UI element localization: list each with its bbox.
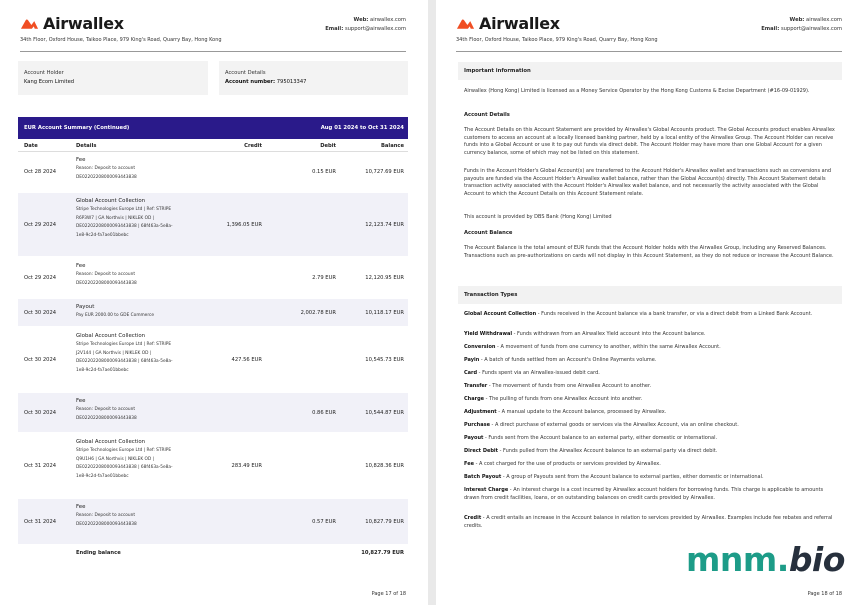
row-date: Oct 30 2024 [24,410,57,416]
table-row [18,258,408,297]
row-details [76,262,137,288]
row-balance: 10,544.87 EUR [365,410,404,416]
account-balance-paragraph: The Account Balance is the total amount of EUR funds that the Account Holder holds with the Airwallex Group, including any Reserved Balances. Transactions such as pre-authorizations on cards will not display in this Account Statement, as they do not reduce or increase the Account Balance. [464,245,834,259]
row-date: Oct 30 2024 [24,310,57,316]
row-type: Fee [76,398,86,404]
account-holder-box [18,61,208,95]
transaction-type-description: - A movement of funds from one currency to another, within the same Airwallex Account. [495,344,721,350]
header-divider [456,51,842,52]
watermark-part-1: mnm. [686,540,789,579]
transaction-type-item [464,331,840,339]
transaction-type-name: Global Account Collection [464,311,537,317]
row-details [76,197,173,240]
transaction-type-item [464,448,840,456]
transaction-type-item [464,396,840,404]
row-detail-line: DE02202208000093443838 | 68f463a-5e8a- [76,359,173,364]
row-credit: 427.56 EUR [231,357,262,363]
transaction-type-name: Payout [464,435,484,441]
row-details [76,303,154,321]
transaction-type-description: - The movement of funds from one Airwallex Account to another. [487,383,652,389]
col-details: Details [76,143,97,149]
transaction-type-description: - An interest charge is a cost incurred by Airwallex account holders for borrowing funds. This charge is applicable to amounts drawn from credit facilities, loans, or on outstanding balances on credit cards provided by Airwallex. [464,487,824,501]
row-type: Global Account Collection [76,198,146,204]
row-balance: 12,123.74 EUR [365,222,404,228]
transaction-type-item [464,435,840,443]
ending-balance-row [18,546,408,562]
row-date: Oct 29 2024 [24,222,57,228]
transaction-type-description: - A cost charged for the use of products or services provided by Airwallex. [474,461,661,467]
row-detail-line: DE02202208000093443838 | 68f463a-5e8a- [76,224,173,229]
table-row [18,499,408,544]
row-type: Fee [76,263,86,269]
row-detail-line: Q9U1H6 | GA Northvis | NIKLEK OD | [76,456,155,462]
transaction-type-description: - Funds received in the Account balance via a bank transfer, or via a direct debit from a Linked Bank Account. [536,311,813,317]
web-label: Web: [353,17,369,23]
transaction-type-item [464,515,840,530]
transaction-type-name: Fee [464,461,474,467]
account-details-paragraph-2: Funds in the Account Holder's Global Account(s) are transferred to the Account Holder's Airwallex wallet and transactions such as conversions and payouts are funded via the Account Holder's Airwallex wallet balance, rather than the Global Account(s) directly. This Account Statement details transaction activity associated with the Account Holder's Airwallex wallet balance, and not necessarily the activity associated with the Global Account to which the Account Details on this Account Statement relate. [464,168,832,197]
table-row [18,328,408,391]
row-detail-line: Reason: Deposit to account [76,166,136,171]
row-detail-line: Reason: Deposit to account [76,407,136,412]
header-divider [20,51,406,52]
page-footer: Page 17 of 18 [371,591,406,597]
transaction-type-name: Purchase [464,422,490,428]
airwallex-logo-icon [456,17,475,31]
email-value: support@airwallex.com [780,26,842,32]
row-details [76,503,137,529]
col-credit: Credit [244,143,262,149]
transaction-type-name: Card [464,370,478,376]
important-info-heading: Important information [458,62,842,80]
statement-page-18 [436,0,864,605]
row-type: Payout [76,304,95,310]
account-summary-header [18,117,408,139]
row-balance: 10,545.73 EUR [365,357,404,363]
transaction-type-name: Yield Withdrawal [464,331,513,337]
table-row [18,393,408,432]
row-type: Fee [76,157,86,163]
row-detail-line: DE02202208000093443838 | 68f463a-5e8a- [76,465,173,470]
row-detail-line: Reason: Deposit to account [76,513,136,518]
row-type: Global Account Collection [76,333,146,339]
row-balance: 10,727.69 EUR [365,169,404,175]
transaction-type-item [464,311,840,319]
row-balance: 10,827.79 EUR [365,519,404,525]
transaction-type-description: - A direct purchase of external goods or services via the Airwallex Account, via an online checkout. [489,422,739,428]
account-details-paragraph-3: This account is provided by DBS Bank (Hong Kong) Limited [464,214,612,220]
transaction-type-name: Payin [464,357,480,363]
col-balance: Balance [380,143,404,149]
brand-name: Airwallex [479,14,560,33]
ending-balance-label: Ending balance [76,550,121,556]
contact-info [325,16,406,34]
account-number-value: 795013347 [276,79,307,85]
account-number-label: Account number: [225,79,276,85]
transaction-type-item [464,461,840,469]
account-summary-period: Aug 01 2024 to Oct 31 2024 [320,125,404,131]
page-footer: Page 18 of 18 [807,591,842,597]
row-detail-line: Reason: Deposit to account [76,272,136,277]
transaction-types-heading: Transaction Types [458,286,842,304]
brand-logo [456,14,560,33]
airwallex-logo-icon [20,17,39,31]
table-row [18,193,408,256]
row-debit: 0.15 EUR [312,169,336,175]
transaction-type-description: - Funds pulled from the Airwallex Account balance to an external party via direct debit. [498,448,718,454]
transaction-type-item [464,422,840,430]
table-column-headers [18,140,408,152]
mnm-bio-watermark [686,540,845,579]
transaction-type-name: Credit [464,515,482,521]
row-detail-line: 1e8-9c2d-fa7ae01bbebc [76,232,129,238]
company-address: 34th Floor, Oxford House, Taikoo Place, 979 King's Road, Quarry Bay, Hong Kong [456,37,658,43]
transaction-type-description: - Funds withdrawn from an Airwallex Yield account into the Account balance. [512,331,706,337]
row-date: Oct 30 2024 [24,357,57,363]
row-details [76,438,173,481]
email-label: Email: [761,26,780,32]
row-detail-line: Stripe Technologies Europe Ltd | Ref: STRIPE [76,207,172,212]
watermark-part-2: bio [788,540,845,579]
row-detail-line: Stripe Technologies Europe Ltd | Ref: STRIPE [76,342,172,347]
transaction-type-description: - A manual update to the Account balance, processed by Airwallex. [496,409,667,415]
web-value: airwallex.com [806,17,842,23]
row-detail-line: Stripe Technologies Europe Ltd | Ref: STRIPE [76,448,172,453]
account-holder-label: Account Holder [24,70,64,76]
account-details-heading: Account Details [464,112,510,118]
transaction-type-description: - A batch of funds settled from an Account's Online Payments volume. [479,357,657,363]
brand-name: Airwallex [43,14,124,33]
row-detail-line: DE02202208000093443838 [76,174,137,180]
transaction-type-name: Conversion [464,344,496,350]
account-balance-heading: Account Balance [464,230,513,236]
col-debit: Debit [320,143,336,149]
row-debit: 0.57 EUR [312,519,336,525]
row-debit: 0.86 EUR [312,410,336,416]
transaction-type-name: Transfer [464,383,488,389]
transaction-type-item [464,383,840,391]
account-details-box [219,61,408,95]
row-balance: 10,118.17 EUR [365,310,404,316]
transaction-type-description: - Funds spent via an Airwallex-issued debit card. [477,370,600,376]
row-detail-line: 1e8-9c2d-fa7ae01bbebc [76,473,129,479]
account-details-paragraph-1: The Account Details on this Account Statement are provided by Airwallex's Global Accounts product. The Global Accounts product enables Airwallex customers to access an account at a locally licensed banking partner, held by a local entity of the Airwallex Group. The Account Holder can receive funds into a Global Account or use it to pay out funds via direct debit. The Account Holder may have more than one Global Account for a given currency balance, some of which may not be listed on this statement. [464,127,835,156]
row-type: Fee [76,504,86,510]
col-date: Date [24,143,38,149]
web-value: airwallex.com [370,17,406,23]
row-balance: 12,120.95 EUR [365,275,404,281]
statement-page-17 [0,0,428,605]
transaction-type-item [464,474,840,482]
ending-balance-value: 10,827.79 EUR [361,550,404,556]
transaction-type-name: Batch Payout [464,474,502,480]
row-debit: 2.79 EUR [312,275,336,281]
row-detail-line: 1e8-9c2d-fa7ae01bbebc [76,367,129,373]
row-date: Oct 31 2024 [24,519,57,525]
transaction-type-name: Adjustment [464,409,497,415]
transaction-type-item [464,344,840,352]
transaction-type-item [464,409,840,417]
row-detail-line: DE02202208000093443838 [76,415,137,421]
brand-logo [20,14,124,33]
transaction-type-description: - A group of Payouts sent from the Account balance to external parties, either domestic or international. [501,474,764,480]
row-detail-line: DE02202208000093443838 [76,521,137,527]
row-credit: 1,396.05 EUR [226,222,262,228]
transaction-type-item [464,370,840,378]
row-debit: 2,002.78 EUR [300,310,336,316]
row-detail-line: R6P3W7 | GA Northvis | NIKLEK OD | [76,215,155,221]
table-row [18,434,408,497]
license-text: Airwallex (Hong Kong) Limited is licensed as a Money Service Operator by the Hong Kong Customs & Excise Department (#16-09-01929). [464,88,810,94]
row-balance: 10,828.36 EUR [365,463,404,469]
row-details [76,332,173,375]
table-row [18,152,408,191]
transaction-type-item [464,357,840,365]
row-type: Global Account Collection [76,439,146,445]
contact-info [761,16,842,34]
account-details-label: Account Details [225,70,266,76]
transaction-type-name: Direct Debit [464,448,499,454]
transaction-type-item [464,487,840,502]
row-details [76,397,137,423]
email-value: support@airwallex.com [344,26,406,32]
transaction-type-description: - Funds sent from the Account balance to an external party, either domestic or international. [483,435,718,441]
row-credit: 283.49 EUR [231,463,262,469]
account-summary-title: EUR Account Summary (Continued) [24,125,130,131]
web-label: Web: [789,17,805,23]
row-date: Oct 28 2024 [24,169,57,175]
row-detail-line: Pay EUR 2000.00 to GDE Commerce [76,313,155,318]
row-date: Oct 31 2024 [24,463,57,469]
table-row [18,299,408,326]
transaction-type-name: Interest Charge [464,487,509,493]
row-details [76,156,137,182]
account-holder-value: Kang Ecom Limited [24,79,75,85]
transaction-type-description: - The pulling of funds from one Airwallex Account into another. [484,396,643,402]
transaction-type-description: - A credit entails an increase in the Account balance in relation to services provided by Airwallex. Examples include fee rebates and referral credits. [464,515,833,529]
row-detail-line: J2V144 | GA Northvis | NIKLEK OD | [76,350,152,356]
company-address: 34th Floor, Oxford House, Taikoo Place, 979 King's Road, Quarry Bay, Hong Kong [20,37,222,43]
row-detail-line: DE02202208000093443838 [76,280,137,286]
row-date: Oct 29 2024 [24,275,57,281]
transaction-type-name: Charge [464,396,485,402]
email-label: Email: [325,26,344,32]
